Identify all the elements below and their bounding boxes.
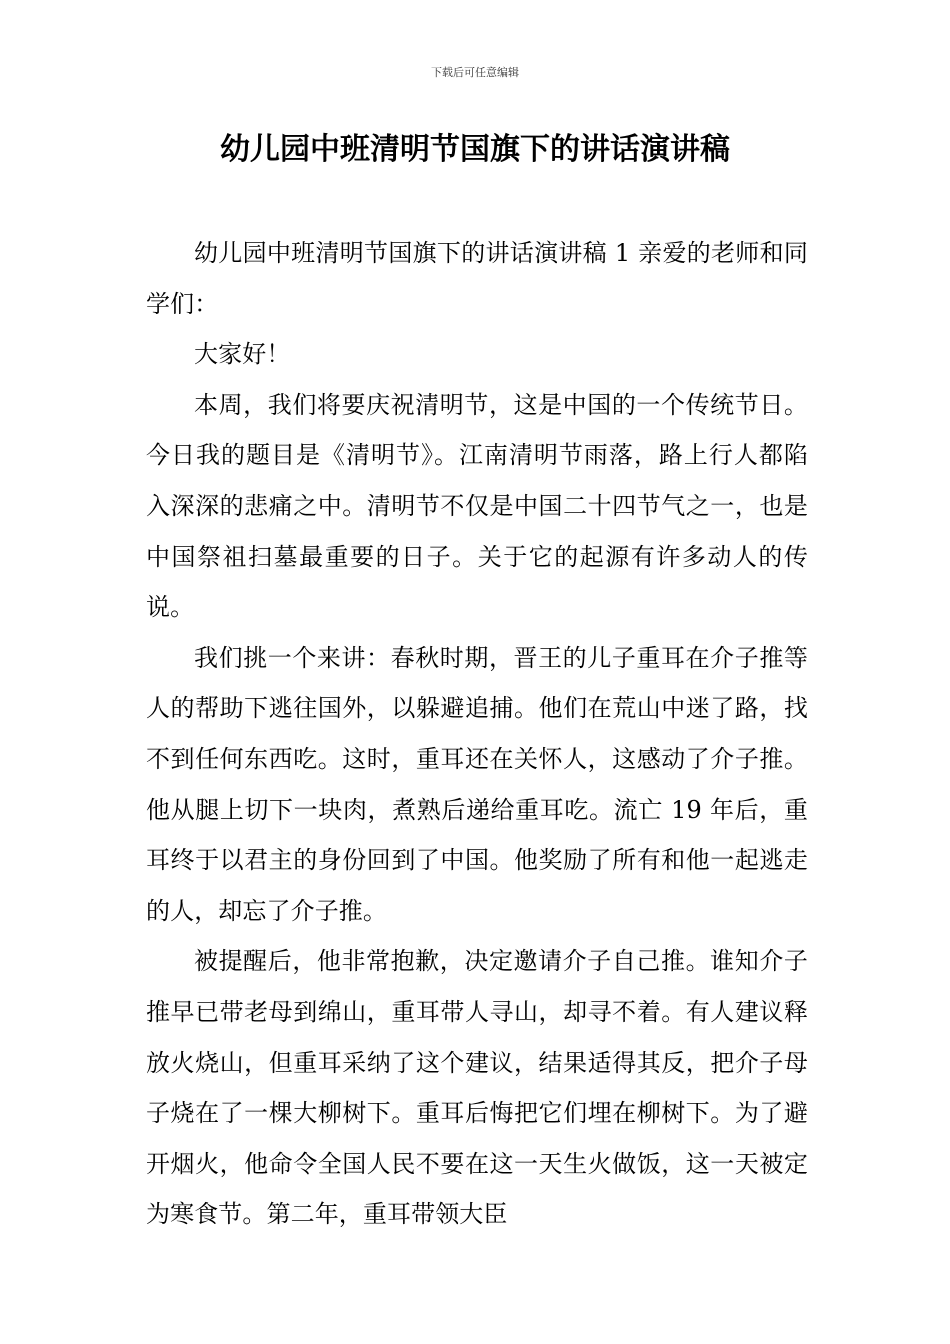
paragraph: 大家好！ (194, 340, 291, 369)
paragraph: 幼儿园中班清明节国旗下的讲话演讲稿 1 亲爱的老师和同学们： (146, 239, 808, 318)
document-body (146, 228, 808, 1240)
paragraph: 被提醒后，他非常抱歉，决定邀请介子自己推。谁知介子推早已带老母到绵山，重耳带人寻山，却寻不着。有人建议释放火烧山，但重耳采纳了这个建议，结果适得其反，把介子母子烧在了一棵大柳树下。重耳后悔把它们埋在柳树下。为了避开烟火，他命令全国人民不要在这一天生火做饭，这一天被定为寒食节。第二年，重耳带领大臣 (146, 947, 808, 1229)
header-note: 下载后可任意编辑 (431, 66, 519, 79)
paragraph: 本周，我们将要庆祝清明节，这是中国的一个传统节日。今日我的题目是《清明节》。江南清明节雨落，路上行人都陷入深深的悲痛之中。清明节不仅是中国二十四节气之一，也是中国祭祖扫墓最重要的日子。关于它的起源有许多动人的传说。 (146, 390, 808, 622)
document-title: 幼儿园中班清明节国旗下的讲话演讲稿 (220, 132, 730, 167)
paragraph: 我们挑一个来讲：春秋时期，晋王的儿子重耳在介子推等人的帮助下逃往国外，以躲避追捕。他们在荒山中迷了路，找不到任何东西吃。这时，重耳还在关怀人，这感动了介子推。他从腿上切下一块肉，煮熟后递给重耳吃。流亡 19 年后，重耳终于以君主的身份回到了中国。他奖励了所有和他一起逃走的人，却忘了介子推。 (146, 643, 808, 925)
